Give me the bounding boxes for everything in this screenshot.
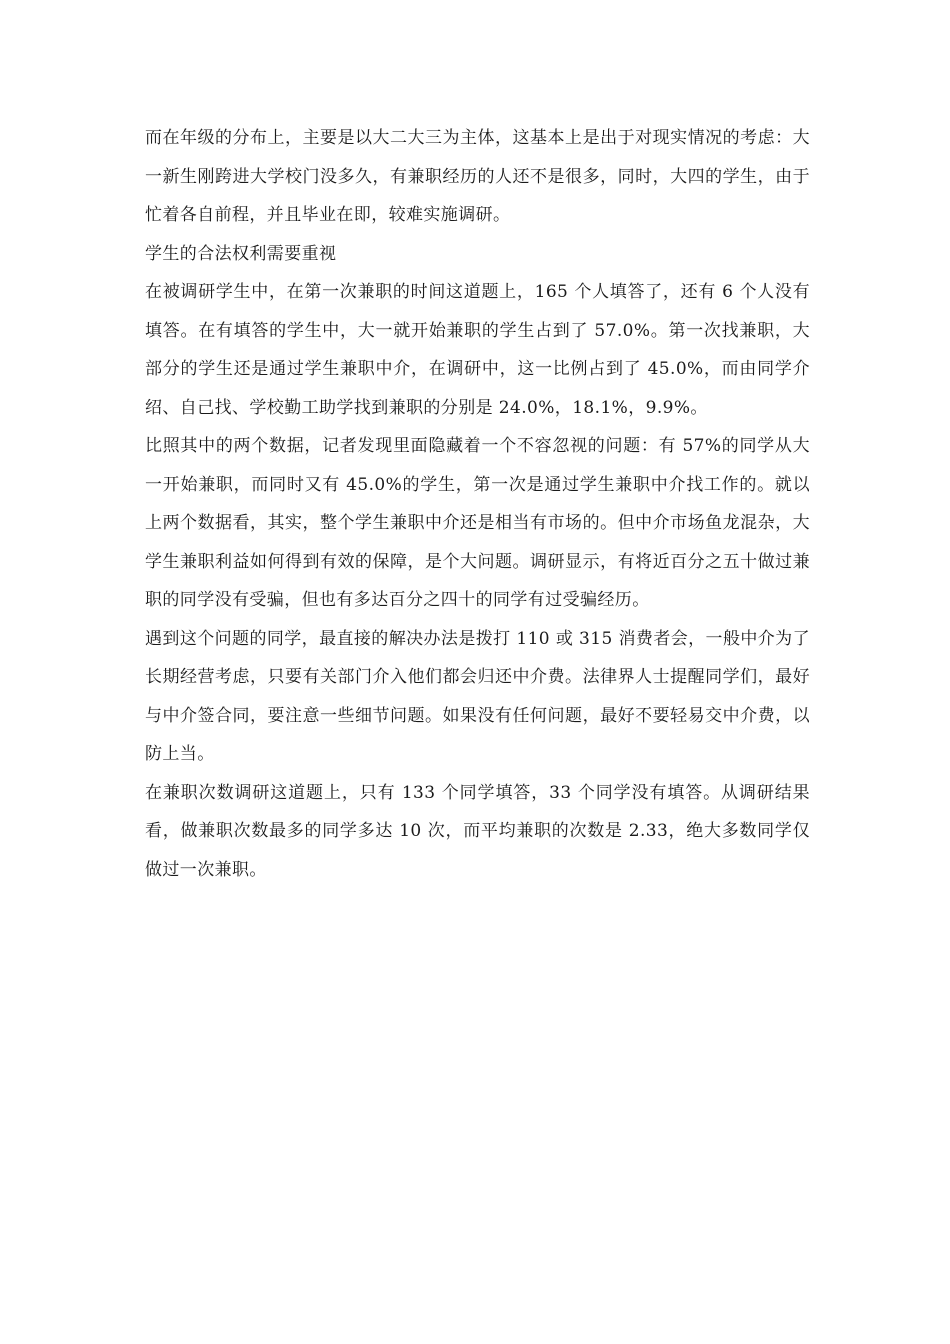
document-body <box>145 119 810 889</box>
paragraph-solution-advice: 遇到这个问题的同学，最直接的解决办法是拨打 110 或 315 消费者会，一般中介为了长期经营考虑，只要有关部门介入他们都会归还中介费。法律界人士提醒同学们，最好与中介签合同，要注意一些细节问题。如果没有任何问题，最好不要轻易交中介费，以防上当。 <box>145 628 810 764</box>
paragraph-agency-issue: 比照其中的两个数据，记者发现里面隐藏着一个不容忽视的问题：有 57%的同学从大一开始兼职，而同时又有 45.0%的学生，第一次是通过学生兼职中介找工作的。就以上两个数据看，其实，整个学生兼职中介还是相当有市场的。但中介市场鱼龙混杂，大学生兼职利益如何得到有效的保障，是个大问题。调研显示，有将近百分之五十做过兼职的同学没有受骗，但也有多达百分之四十的同学有过受骗经历。 <box>145 436 810 610</box>
paragraph-grade-distribution: 而在年级的分布上，主要是以大二大三为主体，这基本上是出于对现实情况的考虑：大一新生刚跨进大学校门没多久，有兼职经历的人还不是很多，同时，大四的学生，由于忙着各自前程，并且毕业在即，较难实施调研。 <box>145 128 810 225</box>
paragraph-first-job-stats: 在被调研学生中，在第一次兼职的时间这道题上，165 个人填答了，还有 6 个人没有填答。在有填答的学生中，大一就开始兼职的学生占到了 57.0%。第一次找兼职，大部分的学生还是通过学生兼职中介，在调研中，这一比例占到了 45.0%，而由同学介绍、自己找、学校勤工助学找到兼职的分别是 24.0%，18.1%，9.9%。 <box>145 282 810 418</box>
paragraph-job-count: 在兼职次数调研这道题上，只有 133 个同学填答，33 个同学没有填答。从调研结果看，做兼职次数最多的同学多达 10 次，而平均兼职的次数是 2.33，绝大多数同学仅做过一次兼职。 <box>145 782 810 880</box>
section-heading: 学生的合法权利需要重视 <box>145 243 337 264</box>
